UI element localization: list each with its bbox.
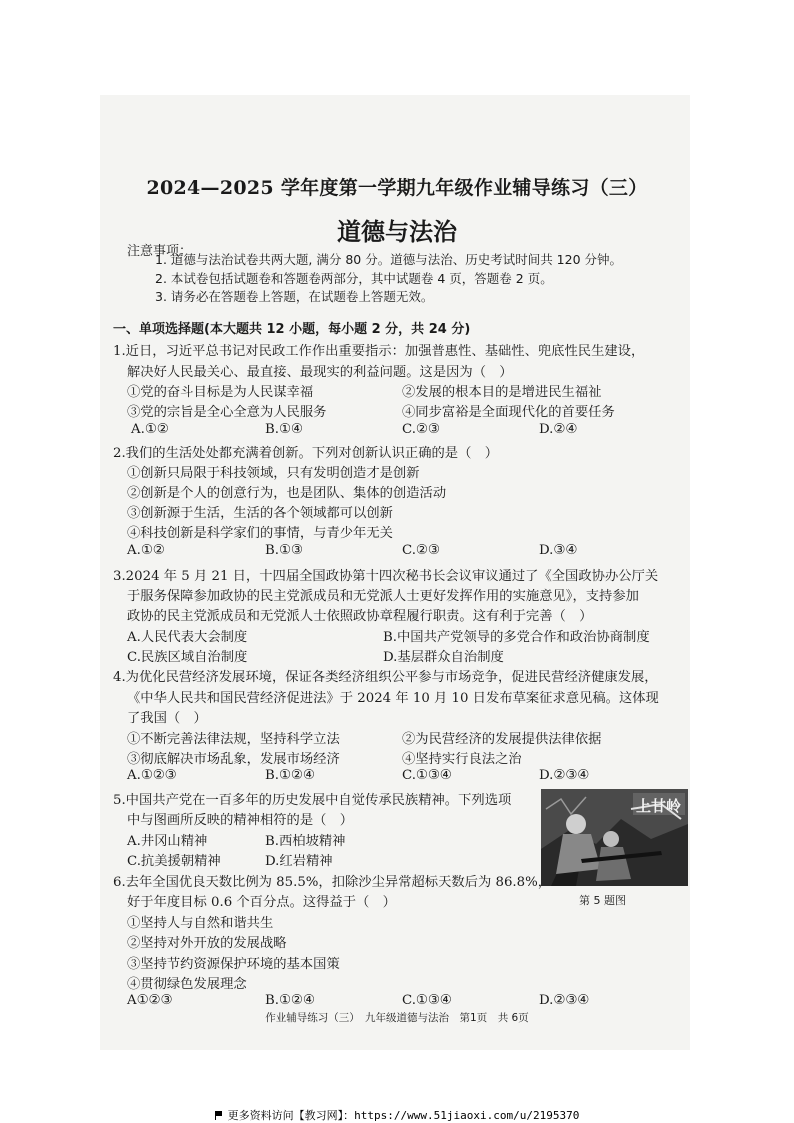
q1-option-c: C.②③	[402, 422, 440, 437]
section-heading: 一、单项选择题(本大题共 12 小题，每小题 2 分，共 24 分)	[113, 322, 471, 337]
q4-option-c: C.①③④	[402, 768, 452, 783]
question-4-stem-cont: 了我国（ ）	[127, 711, 207, 726]
q2-option-a: A.①②	[127, 543, 165, 558]
q5-illustration	[541, 789, 688, 886]
subject-title: 道德与法治	[337, 218, 457, 246]
flag-icon	[215, 1111, 224, 1120]
q2-statement: ①创新只局限于科技领域，只有发明创造才是创新	[127, 466, 420, 481]
q2-option-b: B.①③	[265, 543, 303, 558]
notice-item: 1. 道德与法治试卷共两大题, 满分 80 分。道德与法治、历史考试时间共 120 分钟。	[155, 252, 623, 267]
q5-option-b: B.西柏坡精神	[265, 834, 346, 849]
q3-option-c: C.民族区域自治制度	[127, 650, 248, 665]
q4-statement: ③彻底解决市场乱象，发展市场经济	[127, 752, 340, 767]
q6-option-b: B.①②④	[265, 993, 315, 1008]
q1-statement: ③党的宗旨是全心全意为人民服务	[127, 405, 327, 420]
notice-item: 3. 请务必在答题卷上答题，在试题卷上答题无效。	[155, 289, 434, 304]
q3-option-b: B.中国共产党领导的多党合作和政治协商制度	[383, 630, 650, 645]
question-5-stem: 5.中国共产党在一百多年的历史发展中自觉传承民族精神。下列选项	[113, 793, 512, 808]
q4-statement: ①不断完善法律法规，坚持科学立法	[127, 732, 340, 747]
q2-statement: ②创新是个人的创意行为，也是团队、集体的创造活动	[127, 486, 447, 501]
q1-statement: ①党的奋斗目标是为人民谋幸福	[127, 385, 314, 400]
q5-option-c: C.抗美援朝精神	[127, 854, 221, 869]
q2-statement: ③创新源于生活，生活的各个领域都可以创新	[127, 506, 393, 521]
q3-option-d: D.基层群众自治制度	[383, 650, 504, 665]
q6-statement: ②坚持对外开放的发展战略	[127, 936, 287, 951]
q4-option-d: D.②③④	[539, 768, 590, 783]
q1-option-b: B.①④	[265, 422, 303, 437]
watermark-text: 更多资料访问【教习网】：https://www.51jiaoxi.com/u/2195370	[227, 1109, 580, 1122]
question-3-stem-cont: 于服务保障参加政协的民主党派成员和无党派人士更好发挥作用的实施意见》，支持参加	[127, 589, 639, 604]
q5-option-d: D.红岩精神	[265, 854, 333, 869]
q3-option-a: A.人民代表大会制度	[127, 630, 248, 645]
q6-option-a: A①②③	[127, 993, 173, 1008]
q4-statement: ④坚持实行良法之治	[402, 752, 522, 767]
question-2-stem: 2.我们的生活处处都充满着创新。下列对创新认识正确的是（ ）	[113, 446, 498, 461]
watermark-link[interactable]	[0, 1107, 794, 1123]
q6-statement: ④贯彻绿色发展理念	[127, 977, 247, 992]
q6-statement: ③坚持节约资源保护环境的基本国策	[127, 957, 340, 972]
q5-option-a: A.井冈山精神	[127, 834, 208, 849]
question-1-stem: 1.近日，习近平总书记对民政工作作出重要指示：加强普惠性、基础性、兜底性民生建设，	[113, 344, 645, 359]
q6-option-c: C.①③④	[402, 993, 452, 1008]
q4-option-b: B.①②④	[265, 768, 315, 783]
question-3-stem: 3.2024 年 5 月 21 日，十四届全国政协第十四次秘书长会议审议通过了《全国政协办公厅关	[113, 569, 659, 584]
exam-title: 2024—2025 学年度第一学期九年级作业辅导练习（三）	[146, 177, 648, 199]
q2-option-c: C.②③	[402, 543, 440, 558]
question-4-stem-cont: 《中华人民共和国民营经济促进法》于 2024 年 10 月 10 日发布草案征求意见稿。这体现	[127, 691, 659, 706]
question-3-stem-cont: 政协的民主党派成员和无党派人士依照政协章程履行职责。这有利于完善（ ）	[127, 609, 593, 624]
q6-statement: ①坚持人与自然和谐共生	[127, 916, 274, 931]
illustration-label: 上甘岭	[636, 797, 682, 815]
q1-statement: ④同步富裕是全面现代化的首要任务	[402, 405, 615, 420]
notice-item: 2. 本试卷包括试题卷和答题卷两部分，其中试题卷 4 页，答题卷 2 页。	[155, 271, 553, 286]
q2-option-d: D.③④	[539, 543, 578, 558]
question-5-stem-cont: 中与图画所反映的精神相符的是（ ）	[127, 813, 354, 828]
q6-option-d: D.②③④	[539, 993, 590, 1008]
notice-heading: 注意事项：	[127, 244, 193, 259]
q1-option-a: A.①②	[131, 422, 169, 437]
question-6-stem-cont: 好于年度目标 0.6 个百分点。这得益于（ ）	[127, 895, 396, 910]
q2-statement: ④科技创新是科学家们的事情，与青少年无关	[127, 526, 393, 541]
q1-statement: ②发展的根本目的是增进民生福祉	[402, 385, 602, 400]
question-1-stem-cont: 解决好人民最关心、最直接、最现实的利益问题。这是因为（ ）	[127, 365, 513, 380]
figure-caption: 第 5 题图	[579, 894, 626, 907]
page-footer: 作业辅导练习（三） 九年级道德与法治 第1页 共 6页	[265, 1012, 529, 1024]
question-4-stem: 4.为优化民营经济发展环境，保证各类经济组织公平参与市场竞争，促进民营经济健康发展，	[113, 670, 658, 685]
question-6-stem: 6.去年全国优良天数比例为 85.5%，扣除沙尘异常超标天数后为 86.8%，	[113, 875, 552, 890]
q4-statement: ②为民营经济的发展提供法律依据	[402, 732, 602, 747]
q4-option-a: A.①②③	[127, 768, 177, 783]
q1-option-d: D.②④	[539, 422, 578, 437]
